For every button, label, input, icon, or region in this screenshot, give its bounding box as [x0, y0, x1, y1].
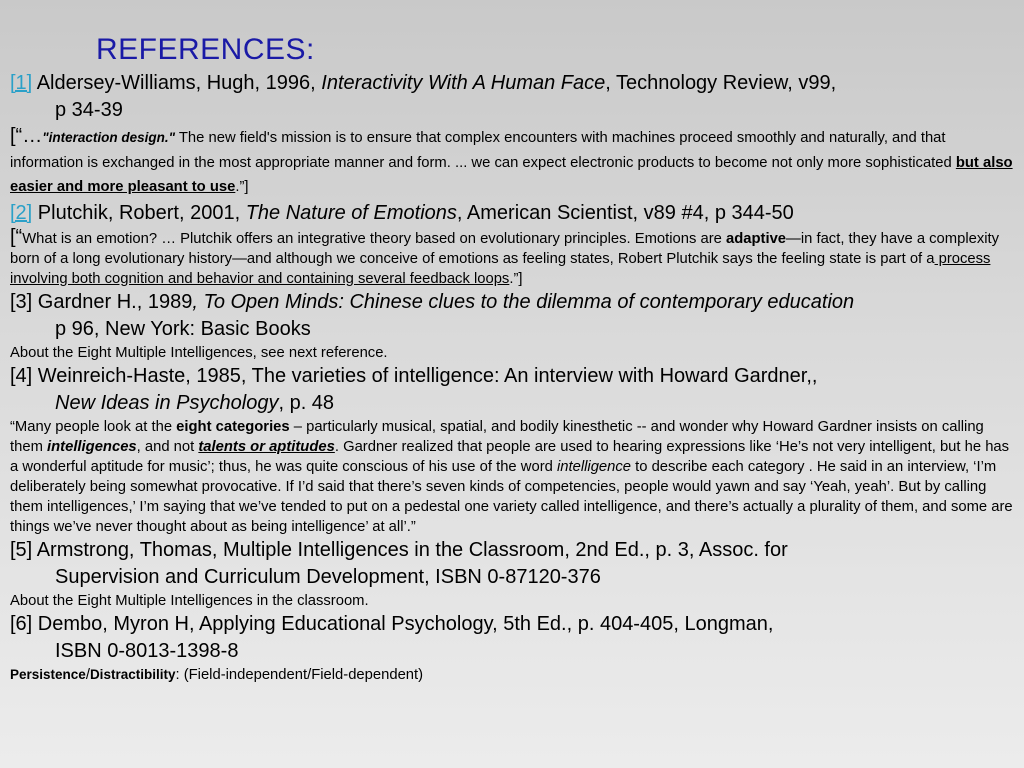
term-talents-or-aptitudes: talents or aptitudes — [198, 438, 335, 455]
reference-2-authors: Plutchik, Robert, 2001, — [32, 201, 246, 224]
reference-4-journal — [10, 390, 1016, 417]
reference-1 — [10, 70, 1016, 124]
reference-6 — [10, 611, 1016, 665]
reference-4-journal-title: New Ideas in Psychology — [55, 391, 279, 414]
reference-3-publisher: p 96, New York: Basic Books — [55, 317, 311, 340]
note-6-rest: : (Field-independent/Field-dependent) — [175, 666, 424, 683]
reference-2-note — [10, 227, 1016, 289]
reference-1-work-title: Interactivity With A Human Face — [321, 72, 606, 94]
note-4-text-1: “Many people look at the — [10, 418, 177, 435]
reference-2-work-title: The Nature of Emotions — [245, 201, 457, 224]
references-slide — [10, 30, 1016, 685]
reference-3-note: About the Eight Multiple Intelligences, see next reference. — [10, 344, 388, 361]
term-adaptive: adaptive — [726, 230, 787, 247]
note-2-text-1: What is an emotion? … Plutchik offers an integrative theory based on evolutionary principles. Emotions are — [22, 230, 726, 247]
note-4-text-2: – particularly musical, spatial, and bodily kinesthetic -- and wonder why Howard Gardner insists on calling them — [10, 418, 984, 455]
reference-5 — [10, 537, 1016, 591]
reference-1-source: , Technology Review, v99, — [605, 72, 837, 94]
note-1-emphasis: but also easier and more pleasant to use — [10, 154, 1013, 195]
reference-5-cont: Supervision and Curriculum Development, ISBN 0-87120-376 — [55, 565, 601, 588]
quote-open: [“ — [10, 225, 23, 248]
reference-2 — [10, 200, 1016, 227]
note-1-close: .”] — [235, 179, 249, 195]
term-intelligences: intelligences — [47, 438, 137, 455]
note-2-emphasis: process involving both cognition and behavior and containing several feedback loops — [10, 250, 991, 287]
slash: / — [85, 666, 90, 683]
reference-1-authors: Aldersey-Williams, Hugh, 1996, — [36, 72, 322, 94]
reference-4-page: , p. 48 — [278, 391, 335, 414]
reference-2-link[interactable]: [2] — [10, 201, 33, 224]
note-4-text-4: . Gardner realized that people are used to hearing expressions like ‘He’s not very intelligent, but he has a wonderful aptitude for music’; thus, he was quite conscious of his use of the word — [10, 438, 1010, 475]
term-distractibility: Distractibility — [89, 666, 176, 682]
term-interaction-design: "interaction design." — [42, 130, 176, 145]
reference-6-isbn: ISBN 0-8013-1398-8 — [55, 639, 239, 662]
note-2-text-2: —in fact, they have a complexity born of a long evolutionary history—and although we conceive of emotions as feeling states, Robert Plutchik says the feeling state is part of a — [10, 230, 1000, 267]
reference-5-note: About the Eight Multiple Intelligences in the classroom. — [10, 592, 369, 609]
reference-2-source: , American Scientist, v89 #4, p 344-50 — [456, 201, 794, 224]
note-4-text-5: to describe each category . He said in an interview, ‘I’m deliberately being somewhat provocative. If I’d said that there’s seven kinds of competencies, people would yawn and say ‘Yeah, yeah’. But by calling them intelligences,’ I’m saying that we’ve tended to put on a pedestal one variety called intelligence, and there’s actually a plurality of them, and some are things we’ve never thought about as being intelligence’ at all’.” — [10, 458, 1013, 535]
note-4-text-3: , and not — [136, 438, 199, 455]
reference-1-link[interactable]: [1] — [10, 72, 33, 94]
reference-4 — [10, 363, 1016, 417]
reference-4-note — [10, 417, 1016, 537]
reference-6-note — [10, 665, 1016, 685]
term-eight-categories: eight categories — [176, 418, 290, 435]
reference-1-note — [10, 124, 1016, 200]
slide-title: REFERENCES: — [96, 33, 315, 66]
term-intelligence: intelligence — [556, 458, 632, 475]
note-1-text: The new field's mission is to ensure that complex encounters with machines proceed smoothly and naturally, and that information is exchanged in the most appropriate manner and form. ... we can expect electronic products to become not only more sophisticated — [10, 130, 956, 171]
term-persistence: Persistence — [10, 666, 86, 682]
reference-3 — [10, 289, 1016, 343]
reference-6-text: [6] Dembo, Myron H, Applying Educational Psychology, 5th Ed., p. 404-405, Longman, — [10, 612, 774, 635]
reference-3-work-title: , To Open Minds: Chinese clues to the dilemma of contemporary education — [192, 290, 855, 313]
reference-3-authors: [3] Gardner H., 1989 — [10, 290, 193, 313]
reference-1-pages: p 34-39 — [55, 99, 123, 121]
reference-5-text: [5] Armstrong, Thomas, Multiple Intelligences in the Classroom, 2nd Ed., p. 3, Assoc. for — [10, 538, 788, 561]
note-2-close: .”] — [509, 270, 523, 287]
reference-4-text: [4] Weinreich-Haste, 1985, The varieties of intelligence: An interview with Howard Gardner,, — [10, 364, 818, 387]
quote-open: [“… — [10, 125, 43, 147]
